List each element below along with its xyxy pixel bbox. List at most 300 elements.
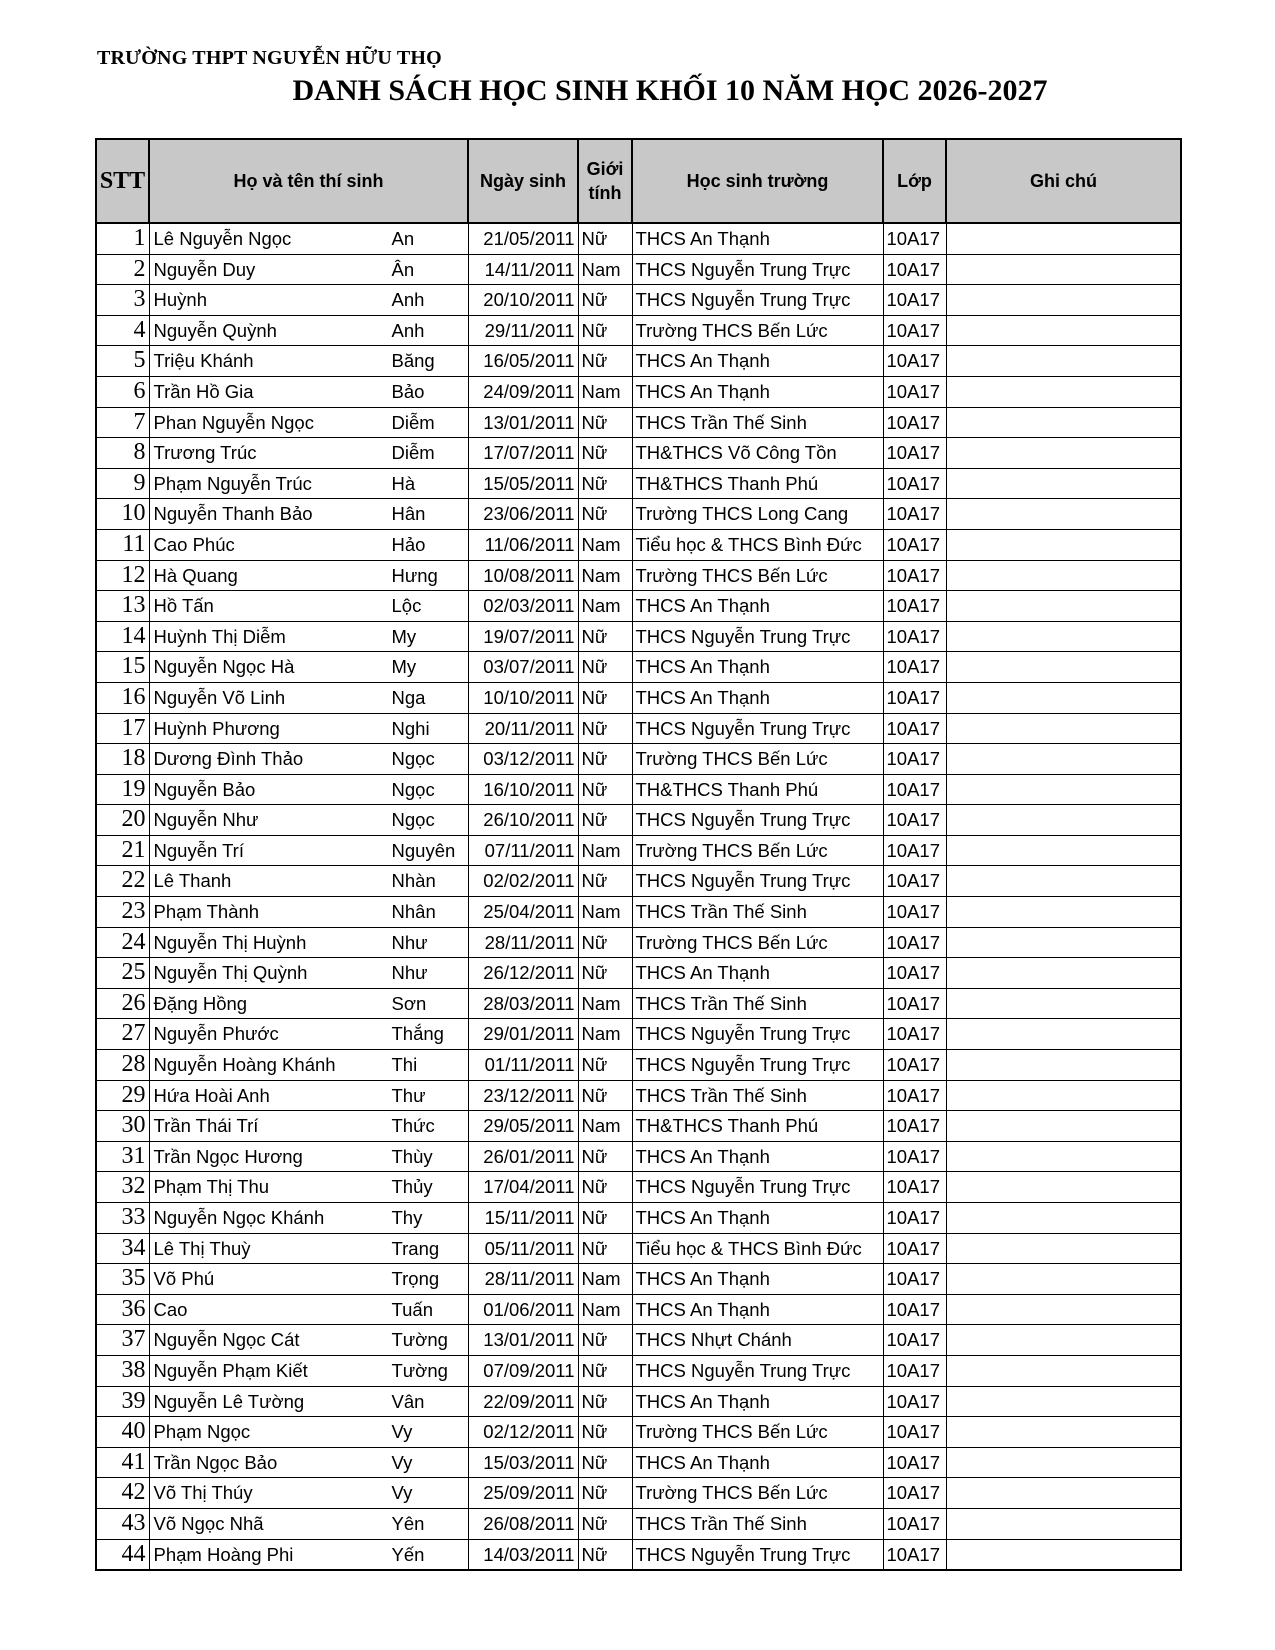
row-note [946,468,1181,499]
row-stt: 9 [96,468,149,499]
row-first-name: Diễm [391,411,435,433]
row-gender: Nữ [578,1447,632,1478]
row-fullname [149,1080,468,1111]
row-gender: Nam [578,835,632,866]
row-gender: Nữ [578,652,632,683]
row-stt: 12 [96,560,149,591]
row-first-name: Anh [391,289,425,311]
row-class: 10A17 [883,376,946,407]
row-class: 10A17 [883,223,946,254]
row-gender: Nữ [578,315,632,346]
row-first-name: Như [391,962,428,984]
row-class: 10A17 [883,1417,946,1448]
row-fullname [149,223,468,254]
row-class: 10A17 [883,285,946,316]
row-note [946,1447,1181,1478]
row-last-middle-name: Phạm Thành [153,901,260,923]
table-row [96,621,1181,652]
row-last-middle-name: Nguyễn Thị Quỳnh [153,962,308,984]
row-date-of-birth: 25/09/2011 [468,1478,578,1509]
table-row [96,254,1181,285]
row-stt: 20 [96,805,149,836]
row-first-name: Thủy [391,1176,433,1198]
row-stt: 24 [96,927,149,958]
table-row [96,407,1181,438]
row-note [946,1294,1181,1325]
table-row [96,1233,1181,1264]
row-note [946,927,1181,958]
row-date-of-birth: 26/01/2011 [468,1141,578,1172]
row-date-of-birth: 25/04/2011 [468,897,578,928]
table-row [96,805,1181,836]
row-note [946,1141,1181,1172]
row-stt: 36 [96,1294,149,1325]
row-stt: 23 [96,897,149,928]
row-note [946,988,1181,1019]
row-previous-school: THCS An Thạnh [632,682,883,713]
row-fullname [149,621,468,652]
row-last-middle-name: Cao [153,1298,188,1320]
row-note [946,529,1181,560]
row-class: 10A17 [883,652,946,683]
row-date-of-birth: 02/02/2011 [468,866,578,897]
table-row [96,438,1181,469]
row-first-name: My [391,656,417,678]
row-previous-school: THCS An Thạnh [632,1386,883,1417]
row-last-middle-name: Nguyễn Ngọc Hà [153,656,295,678]
row-last-middle-name: Nguyễn Hoàng Khánh [153,1054,336,1076]
row-class: 10A17 [883,499,946,530]
row-stt: 2 [96,254,149,285]
row-note [946,805,1181,836]
row-fullname [149,927,468,958]
row-date-of-birth: 14/03/2011 [468,1539,578,1570]
row-date-of-birth: 07/11/2011 [468,835,578,866]
row-gender: Nữ [578,1478,632,1509]
row-gender: Nữ [578,285,632,316]
row-fullname [149,1539,468,1570]
row-class: 10A17 [883,1264,946,1295]
row-class: 10A17 [883,805,946,836]
row-previous-school: THCS Nguyễn Trung Trực [632,621,883,652]
row-previous-school: THCS Nguyễn Trung Trực [632,1050,883,1081]
row-gender: Nam [578,560,632,591]
row-note [946,1203,1181,1234]
row-stt: 35 [96,1264,149,1295]
row-previous-school: THCS An Thạnh [632,1294,883,1325]
row-class: 10A17 [883,1019,946,1050]
table-row [96,1264,1181,1295]
row-date-of-birth: 14/11/2011 [468,254,578,285]
row-last-middle-name: Trần Thái Trí [153,1115,259,1137]
table-row [96,744,1181,775]
row-previous-school: THCS An Thạnh [632,1264,883,1295]
column-header-school: Học sinh trường [632,139,883,223]
row-last-middle-name: Hà Quang [153,564,238,586]
row-gender: Nữ [578,744,632,775]
row-last-middle-name: Trương Trúc [153,442,257,464]
table-row [96,866,1181,897]
row-fullname [149,682,468,713]
row-class: 10A17 [883,1539,946,1570]
row-stt: 40 [96,1417,149,1448]
row-note [946,1325,1181,1356]
header-row [96,139,1181,223]
row-note [946,438,1181,469]
row-fullname [149,1050,468,1081]
row-fullname [149,774,468,805]
row-class: 10A17 [883,1386,946,1417]
row-fullname [149,713,468,744]
table-row [96,988,1181,1019]
row-fullname [149,591,468,622]
row-gender: Nữ [578,1172,632,1203]
row-stt: 37 [96,1325,149,1356]
row-first-name: Tuấn [391,1298,433,1320]
row-stt: 13 [96,591,149,622]
row-stt: 14 [96,621,149,652]
row-last-middle-name: Nguyễn Trí [153,839,244,861]
row-stt: 33 [96,1203,149,1234]
row-date-of-birth: 15/11/2011 [468,1203,578,1234]
row-class: 10A17 [883,927,946,958]
row-note [946,376,1181,407]
row-note [946,1539,1181,1570]
row-note [946,1233,1181,1264]
row-gender: Nữ [578,1080,632,1111]
row-class: 10A17 [883,1050,946,1081]
table-row [96,958,1181,989]
table-row [96,1080,1181,1111]
row-class: 10A17 [883,1111,946,1142]
row-stt: 17 [96,713,149,744]
row-note [946,1019,1181,1050]
row-first-name: An [391,228,415,249]
row-class: 10A17 [883,1172,946,1203]
row-first-name: Hà [391,472,416,494]
row-gender: Nữ [578,774,632,805]
table-row [96,713,1181,744]
table-row [96,927,1181,958]
table-row [96,897,1181,928]
row-first-name: Vy [391,1421,413,1443]
column-header-gender-line2: tính [588,183,622,203]
row-date-of-birth: 23/06/2011 [468,499,578,530]
row-note [946,774,1181,805]
row-class: 10A17 [883,835,946,866]
row-fullname [149,805,468,836]
row-note [946,254,1181,285]
row-gender: Nữ [578,866,632,897]
row-gender: Nữ [578,1539,632,1570]
row-previous-school: THCS Trần Thế Sinh [632,1080,883,1111]
row-first-name: Nghi [391,717,430,739]
row-note [946,713,1181,744]
row-date-of-birth: 20/10/2011 [468,285,578,316]
row-stt: 41 [96,1447,149,1478]
row-first-name: Lộc [391,595,422,617]
row-class: 10A17 [883,1325,946,1356]
row-note [946,407,1181,438]
table-row [96,1141,1181,1172]
row-fullname [149,958,468,989]
row-fullname [149,1355,468,1386]
row-gender: Nữ [578,1417,632,1448]
table-row [96,1386,1181,1417]
row-class: 10A17 [883,958,946,989]
row-date-of-birth: 16/05/2011 [468,346,578,377]
row-last-middle-name: Phạm Hoàng Phi [153,1543,294,1565]
table-row [96,1172,1181,1203]
row-first-name: Trọng [391,1268,440,1290]
row-class: 10A17 [883,774,946,805]
row-gender: Nữ [578,438,632,469]
row-class: 10A17 [883,713,946,744]
row-fullname [149,254,468,285]
row-fullname [149,652,468,683]
row-note [946,1080,1181,1111]
row-fullname [149,866,468,897]
row-last-middle-name: Phạm Ngọc [153,1421,251,1443]
row-note [946,682,1181,713]
row-first-name: Thức [391,1115,435,1137]
row-last-middle-name: Trần Ngọc Hương [153,1145,303,1167]
row-note [946,1417,1181,1448]
row-class: 10A17 [883,346,946,377]
row-previous-school: Tiểu học & THCS Bình Đức [632,1233,883,1264]
row-class: 10A17 [883,866,946,897]
row-last-middle-name: Huỳnh [153,289,207,311]
row-last-middle-name: Nguyễn Như [153,809,259,831]
row-class: 10A17 [883,1294,946,1325]
row-date-of-birth: 29/01/2011 [468,1019,578,1050]
row-date-of-birth: 03/12/2011 [468,744,578,775]
row-first-name: Hưng [391,564,438,586]
row-note [946,223,1181,254]
row-first-name: Nhân [391,901,436,923]
row-note [946,1172,1181,1203]
row-gender: Nữ [578,1386,632,1417]
table-row [96,1203,1181,1234]
column-header-dob: Ngày sinh [468,139,578,223]
row-class: 10A17 [883,1233,946,1264]
row-last-middle-name: Nguyễn Phạm Kiết [153,1359,308,1381]
row-first-name: Hân [391,503,426,525]
row-fullname [149,1294,468,1325]
row-date-of-birth: 17/04/2011 [468,1172,578,1203]
row-stt: 16 [96,682,149,713]
row-date-of-birth: 29/05/2011 [468,1111,578,1142]
row-previous-school: Trường THCS Bến Lức [632,1417,883,1448]
row-stt: 15 [96,652,149,683]
row-note [946,560,1181,591]
row-gender: Nữ [578,407,632,438]
row-fullname [149,1111,468,1142]
row-class: 10A17 [883,315,946,346]
row-date-of-birth: 05/11/2011 [468,1233,578,1264]
row-class: 10A17 [883,744,946,775]
row-date-of-birth: 15/03/2011 [468,1447,578,1478]
row-fullname [149,1019,468,1050]
row-first-name: Ngọc [391,778,435,800]
row-stt: 29 [96,1080,149,1111]
row-fullname [149,1447,468,1478]
row-class: 10A17 [883,529,946,560]
row-last-middle-name: Triệu Khánh [153,350,254,372]
row-gender: Nữ [578,1050,632,1081]
table-header [96,139,1181,223]
row-note [946,652,1181,683]
row-gender: Nam [578,591,632,622]
row-previous-school: Trường THCS Bến Lức [632,927,883,958]
row-last-middle-name: Nguyễn Võ Linh [153,686,286,708]
row-fullname [149,1264,468,1295]
row-note [946,1355,1181,1386]
row-date-of-birth: 10/08/2011 [468,560,578,591]
row-stt: 21 [96,835,149,866]
row-gender: Nam [578,1019,632,1050]
row-last-middle-name: Phạm Nguyễn Trúc [153,472,312,494]
row-previous-school: Tiểu học & THCS Bình Đức [632,529,883,560]
row-gender: Nữ [578,223,632,254]
row-last-middle-name: Dương Đình Thảo [153,748,304,770]
table-row [96,285,1181,316]
row-fullname [149,988,468,1019]
row-first-name: Yến [391,1543,425,1565]
row-gender: Nam [578,1264,632,1295]
row-stt: 34 [96,1233,149,1264]
row-previous-school: Trường THCS Bến Lức [632,560,883,591]
row-stt: 30 [96,1111,149,1142]
row-previous-school: THCS An Thạnh [632,223,883,254]
row-class: 10A17 [883,407,946,438]
column-header-gender-line1: Giới [586,158,624,179]
table-row [96,315,1181,346]
row-last-middle-name: Võ Ngọc Nhã [153,1512,264,1534]
row-class: 10A17 [883,1355,946,1386]
row-last-middle-name: Lê Thị Thuỳ [153,1237,251,1259]
row-last-middle-name: Hứa Hoài Anh [153,1084,270,1106]
row-class: 10A17 [883,621,946,652]
table-row [96,529,1181,560]
row-note [946,744,1181,775]
row-first-name: Thắng [391,1023,444,1045]
row-first-name: Tường [391,1329,448,1351]
row-stt: 5 [96,346,149,377]
row-first-name: Vy [391,1482,413,1504]
row-gender: Nữ [578,1508,632,1539]
row-note [946,315,1181,346]
row-stt: 7 [96,407,149,438]
table-row [96,346,1181,377]
row-class: 10A17 [883,897,946,928]
row-stt: 18 [96,744,149,775]
row-note [946,866,1181,897]
row-previous-school: THCS Trần Thế Sinh [632,407,883,438]
row-previous-school: TH&THCS Thanh Phú [632,774,883,805]
row-first-name: Băng [391,350,435,372]
row-note [946,591,1181,622]
row-date-of-birth: 24/09/2011 [468,376,578,407]
table-row [96,835,1181,866]
document-title: DANH SÁCH HỌC SINH KHỐI 10 NĂM HỌC 2026-2027 [292,74,1048,107]
row-date-of-birth: 28/11/2011 [468,927,578,958]
row-previous-school: THCS An Thạnh [632,652,883,683]
table-row [96,1355,1181,1386]
row-fullname [149,1417,468,1448]
row-last-middle-name: Phạm Thị Thu [153,1176,270,1198]
row-stt: 39 [96,1386,149,1417]
row-fullname [149,438,468,469]
table-row [96,1294,1181,1325]
row-previous-school: THCS An Thạnh [632,376,883,407]
row-previous-school: THCS Trần Thế Sinh [632,988,883,1019]
row-note [946,499,1181,530]
row-class: 10A17 [883,1203,946,1234]
row-stt: 38 [96,1355,149,1386]
table-row [96,652,1181,683]
row-first-name: Nga [391,686,426,708]
row-gender: Nữ [578,621,632,652]
row-fullname [149,1141,468,1172]
row-stt: 25 [96,958,149,989]
row-previous-school: THCS Nguyễn Trung Trực [632,285,883,316]
row-first-name: Diễm [391,442,435,464]
row-stt: 44 [96,1539,149,1570]
row-note [946,1264,1181,1295]
table-row [96,1539,1181,1570]
row-gender: Nữ [578,1325,632,1356]
row-last-middle-name: Nguyễn Phước [153,1023,279,1045]
row-fullname [149,315,468,346]
row-previous-school: THCS Trần Thế Sinh [632,897,883,928]
row-previous-school: THCS Trần Thế Sinh [632,1508,883,1539]
row-previous-school: THCS Nhựt Chánh [632,1325,883,1356]
row-first-name: Hảo [391,533,426,555]
row-first-name: Sơn [391,992,427,1014]
row-last-middle-name: Nguyễn Quỳnh [153,319,277,341]
row-last-middle-name: Nguyễn Thanh Bảo [153,503,313,525]
row-class: 10A17 [883,591,946,622]
row-stt: 6 [96,376,149,407]
row-fullname [149,346,468,377]
row-note [946,1508,1181,1539]
row-note [946,1050,1181,1081]
row-gender: Nữ [578,805,632,836]
school-name: TRƯỜNG THPT NGUYỄN HỮU THỌ [97,47,442,69]
row-gender: Nam [578,376,632,407]
row-stt: 10 [96,499,149,530]
row-class: 10A17 [883,560,946,591]
row-fullname [149,1386,468,1417]
table-row [96,376,1181,407]
row-gender: Nữ [578,346,632,377]
row-first-name: Nhàn [391,870,436,892]
table-row [96,1019,1181,1050]
row-fullname [149,835,468,866]
row-first-name: Trang [391,1237,440,1259]
table-row [96,468,1181,499]
row-stt: 22 [96,866,149,897]
row-previous-school: Trường THCS Bến Lức [632,1478,883,1509]
row-note [946,835,1181,866]
row-fullname [149,376,468,407]
row-stt: 32 [96,1172,149,1203]
table-row [96,1447,1181,1478]
row-previous-school: THCS Nguyễn Trung Trực [632,1172,883,1203]
row-gender: Nam [578,529,632,560]
row-stt: 43 [96,1508,149,1539]
